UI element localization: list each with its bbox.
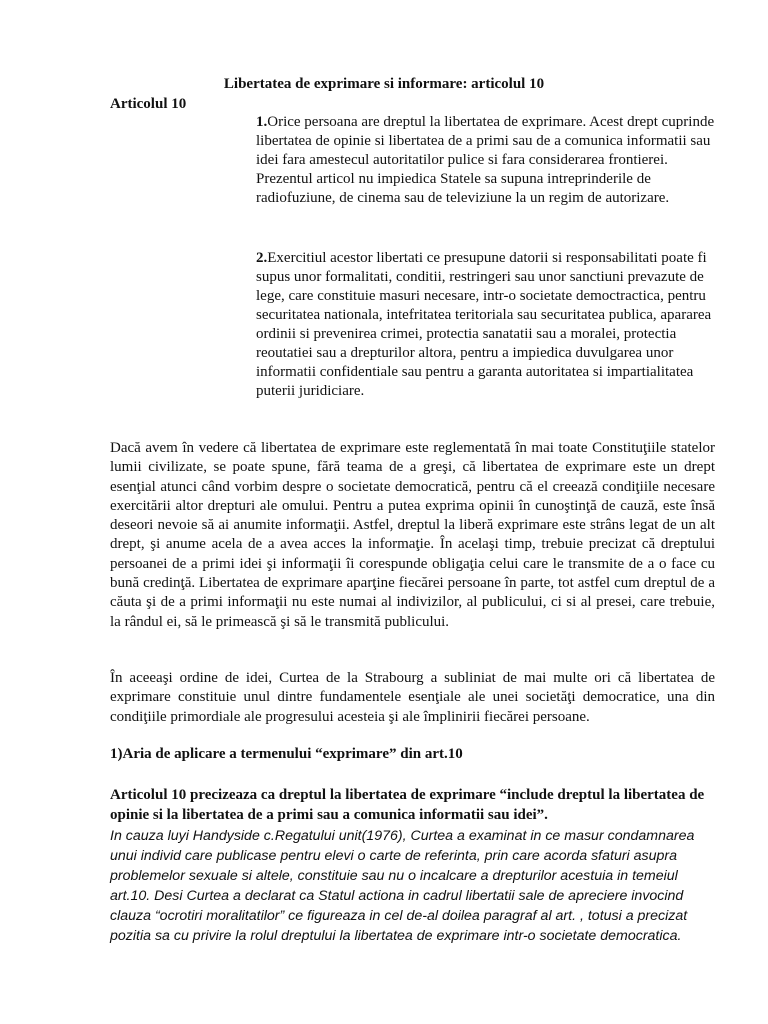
article-label: Articolul 10 bbox=[110, 96, 187, 112]
section-heading: 1)Aria de aplicare a termenului “exprimare” din art.10 bbox=[110, 746, 463, 762]
article-paragraph-1 bbox=[256, 113, 716, 208]
paragraph-2-number: 2. bbox=[256, 250, 268, 266]
document-title: Libertatea de exprimare si informare: articolul 10 bbox=[223, 76, 545, 92]
article-paragraph-2 bbox=[256, 249, 716, 401]
paragraph-1-number: 1. bbox=[256, 114, 268, 130]
italic-paragraph: In cauza luyi Handyside c.Regatului unit(1976), Curtea a examinat in ce masur condamnarea unui individ care publicase pentru elevi o carte de referinta, prin care acorda sfaturi asupra problemelor sexuale si altele, constituie sau nu o incalcare a drepturilor acestuia in temeiul art.10. Desi Curtea a declarat ca Statul actiona in cadrul libertatii sale de apreciere invocind clauza “ocrotiri moralitatilor” ce figureaza in cel de-al doilea paragraf al art. , totusi a precizat pozitia sa cu privire la rolul dreptului la libertatea de exprimare intr-o societate democratica. bbox=[110, 828, 695, 944]
body-paragraph-1: Dacă avem în vedere că libertatea de exprimare este reglementată în mai toate Constituţiile statelor lumii civilizate, se poate spune, fără teama de a greşi, că libertatea de exprimare este un drept esenţial atunci când vorbim despre o societate democratică, pentru că el creează condiţiile necesare exercitării altor drepturi ale omului. Pentru a putea exprima opinii în cunoştinţă de cauză, este însă deseori nevoie să ai anumite informaţii. Astfel, dreptul la liberă exprimare este strâns legat de un alt drept, şi anume acela de a avea acces la informaţie. În acelaşi timp, trebuie precizat că dreptului persoanei de a primi idei şi informaţii îi corespunde obligaţia celui care le transmite de a o face cu bună credinţă. Libertatea de exprimare aparţine fiecărei persoane în parte, tot astfel cum dreptul de a căuta şi de a primi informaţii nu este numai al indivizilor, al publicului, ci si al presei, care trebuie, la rândul ei, să le primească şi să le transmită publicului. bbox=[110, 440, 715, 630]
bold-paragraph: Articolul 10 precizeaza ca dreptul la libertatea de exprimare “include dreptul la libertatea de opinie si la libertatea de a primi sau a comunica informatii sau idei”. bbox=[110, 787, 705, 823]
body-paragraph-2: În aceeaşi ordine de idei, Curtea de la Strabourg a subliniat de mai multe ori că libertatea de exprimare constituie unul dintre fundamentele esenţiale ale unei societăţi democratice, una din condiţiile primordiale ale progresului acesteia şi ale împlinirii fiecărei persoane. bbox=[110, 670, 715, 725]
paragraph-2-text: Exercitiul acestor libertati ce presupune datorii si responsabilitati poate fi supus unor formalitati, conditii, restringeri sau unor sanctiuni prevazute de lege, care constituie masuri necesare, intr-o societate democtractica, pentru securitatea nationala, intefritatea teritoriala sau securitatea publica, apararea ordinii si prevenirea crimei, protectia sanatatii sau a moralei, protectia reoutatiei sau a drepturilor altora, pentru a impiedica duvulgarea unor informatii confidentiale sau pentru a garanta autoritatea si impartialitatea puterii juridiciare. bbox=[256, 250, 712, 399]
paragraph-1-text: Orice persoana are dreptul la libertatea de exprimare. Acest drept cuprinde libertatea de opinie si libertatea de a primi sau de a comunica informatii sau idei fara amestecul autoritatilor pulice si fara considerarea frontierei. Prezentul articol nu impiedica Statele sa supuna intreprinderile de radiofuziune, de cinema sau de televiziune la un regim de autorizare. bbox=[256, 114, 715, 206]
